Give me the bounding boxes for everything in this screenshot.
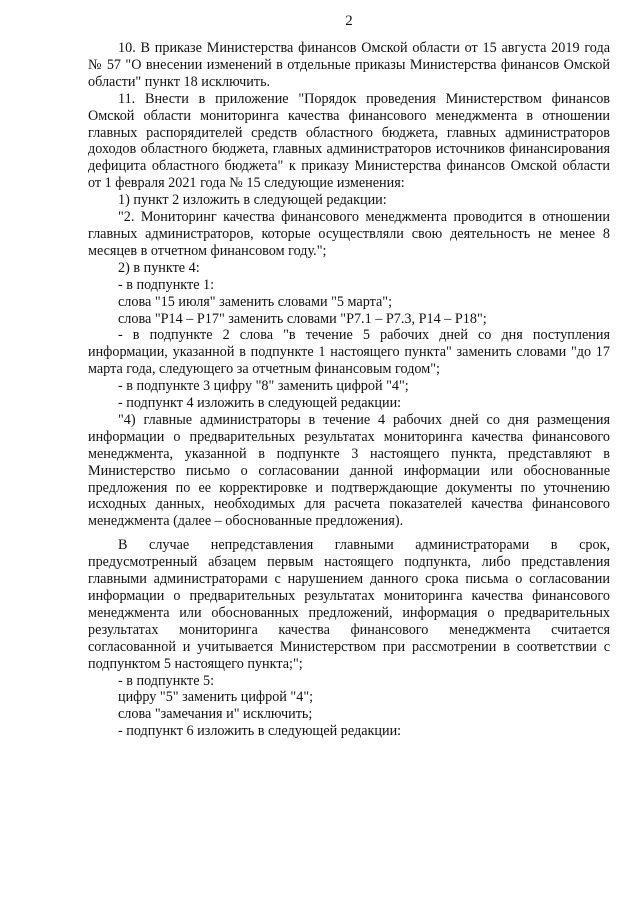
paragraph-non-submission: В случае непредставления главными администраторами в срок, предусмотренный абзацем первым настоящего подпункта, либо представления главными администраторами с нарушением данного срока письма о согласовании информации о предварительных результатах мониторинга качества финансового менеджмента или обоснованных предложений, информация о предварительных результатах мониторинга качества финансового менеджмента считается согласованной и учитывается Министерством при рассмотрении в соответствии с подпунктом 5 настоящего пункта;"; xyxy=(88,537,610,672)
paragraph-subpoint-1: - в подпункте 1: xyxy=(118,276,215,293)
paragraph-item-11: 11. Внести в приложение "Порядок проведения Министерством финансов Омской области мониторинга качества финансового менеджмента в отношении главных распорядителей средств областного бюджета, главных администраторов доходов областного бюджета, главных администраторов источников финансирования дефицита областного бюджета" к приказу Министерства финансов Омской области от 1 февраля 2021 года № 15 следующие изменения: xyxy=(88,90,610,192)
paragraph-subpoint-5: - в подпункте 5: xyxy=(118,672,215,689)
paragraph-subitem-1: 1) пункт 2 изложить в следующей редакции: xyxy=(118,192,387,209)
paragraph-quote-subpoint-4: "4) главные администраторы в течение 4 рабочих дней со дня размещения информации о предварительных результатах мониторинга качества финансового менеджмента, указанной в подпункте 3 настоящего пункта, представляют в Министерство письмо о согласовании данной информации или обоснованные предложения по ее корректировке и подтверждающие документы по уточнению исходных данных, необходимых для расчета показателей качества финансового менеджмента (далее – обоснованные предложения). xyxy=(88,411,610,530)
paragraph-item-10: 10. В приказе Министерства финансов Омской области от 15 августа 2019 года № 57 "О внесении изменений в отдельные приказы Министерства финансов Омской области" пункт 18 исключить. xyxy=(88,40,610,90)
paragraph-subpoint-6: - подпункт 6 изложить в следующей редакции: xyxy=(118,723,402,740)
paragraph-subpoint-4: - подпункт 4 изложить в следующей редакции: xyxy=(118,395,402,412)
paragraph-words-p14-p17: слова "Р14 – Р17" заменить словами "Р7.1 – Р7.3, Р14 – Р18"; xyxy=(118,310,487,327)
paragraph-subitem-2: 2) в пункте 4: xyxy=(118,259,200,276)
paragraph-subpoint-3: - в подпункте 3 цифру "8" заменить цифрой "4"; xyxy=(118,378,409,395)
paragraph-digit-5: цифру "5" заменить цифрой "4"; xyxy=(118,689,314,706)
paragraph-words-15-july: слова "15 июля" заменить словами "5 марта"; xyxy=(118,293,393,310)
paragraph-words-remarks: слова "замечания и" исключить; xyxy=(118,706,313,723)
paragraph-quote-point-2: "2. Мониторинг качества финансового менеджмента проводится в отношении главных администраторов, которые осуществляли свою деятельность не менее 8 месяцев в отчетном финансовом году."; xyxy=(88,209,610,259)
paragraph-subpoint-2: - в подпункте 2 слова "в течение 5 рабочих дней со дня поступления информации, указанной в подпункте 1 настоящего пункта" заменить словами "до 17 марта года, следующего за отчетным финансовым годом"; xyxy=(88,327,610,378)
page-number: 2 xyxy=(345,13,353,29)
